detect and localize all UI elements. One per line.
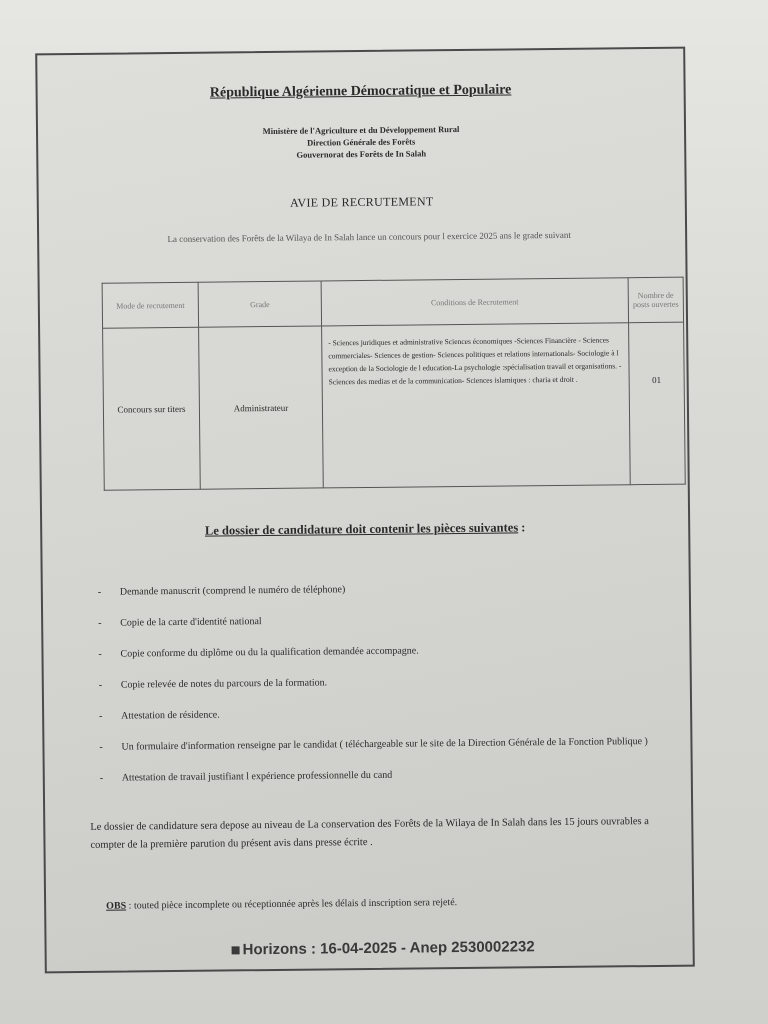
list-item-text: Copie de la carte d'identité national [120, 616, 262, 629]
page-title [39, 192, 685, 214]
dossier-heading-colon: : [518, 520, 526, 535]
dossier-heading [42, 519, 688, 541]
list-item: - Attestation de résidence. [99, 709, 220, 722]
list-item-text: Demande manuscrit (comprend le numéro de téléphone) [119, 584, 346, 598]
header-grade: Grade [198, 281, 321, 327]
list-item-text: Copie relevée de notes du parcours de la formation. [120, 677, 328, 691]
list-item-text: Un formulaire d'information renseigne par le candidat ( téléchargeable sur le site de la Direction Générale de la Fonction Publique ) [121, 736, 648, 753]
obs-note [106, 895, 666, 912]
list-item: - Un formulaire d'information renseigne par le candidat ( téléchargeable sur le site de la Direction Générale de la Fonction Publique ) [99, 736, 648, 753]
list-item-text: Attestation de travail justifiant l expérience professionnelle du cand [121, 769, 393, 784]
direction-line: Direction Générale des Forêts [307, 136, 416, 148]
dossier-heading-text: Le dossier de candidature doit contenir les pièces suivantes [204, 520, 519, 538]
list-item-text: Copie conforme du diplôme ou du la qualification demandée accompagne. [120, 645, 419, 660]
obs-label: OBS [106, 900, 127, 912]
recruitment-table [102, 277, 686, 491]
square-bullet-icon [232, 946, 240, 954]
ministry-line: Ministère de l'Agriculture et du Développement Rural [262, 123, 460, 137]
republic-heading: République Algérienne Démocratique et Populaire [209, 82, 512, 101]
cell-conditions: - Sciences juridiques et administrative Sciences économiques -Sciences Financière - Sciences commerciales- Sciences de gestion- Sciences politiques et relations internationals- Sociologie à l exception de la Sociologie de l education-La psychologie :spécialisation travail et organisations. - Sciences des medias et de la communication- Sciences islamiques : charia et droit . [322, 323, 631, 488]
table-row [103, 322, 686, 490]
conservation-line: Gouvernorat des Forêts de In Salah [296, 148, 427, 160]
publication-footer [232, 938, 535, 958]
list-item: - Demande manuscrit (comprend le numéro de téléphone) [97, 584, 346, 598]
table-header-row [102, 277, 683, 328]
list-item: - Copie conforme du diplôme ou du la qualification demandée accompagne. [98, 645, 419, 660]
page-title-text: AVIE DE RECRUTEMENT [289, 194, 434, 210]
list-item: - Copie relevée de notes du parcours de la formation. [98, 677, 328, 691]
ministry-block [38, 121, 684, 164]
list-item: - Copie de la carte d'identité national [98, 616, 262, 629]
header-mode: Mode de recrutement [102, 282, 199, 328]
deposit-paragraph: Le dossier de candidature sera depose au niveau de La conservation des Forêts de la Wilaya de In Salah dans les 15 jours ouvrables a compter de la première parution du présent avis dans presse écrite . [90, 816, 649, 851]
header-posts: Nombre de posts ouvertes [628, 277, 684, 323]
list-item: - Attestation de travail justifiant l expérience professionnelle du cand [99, 769, 393, 784]
list-item-text: Attestation de résidence. [121, 709, 220, 722]
cell-posts: 01 [628, 322, 685, 485]
document-page [35, 47, 695, 974]
intro-text: La conservation des Forêts de la Wilaya de In Salah lance un concours pour l exercice 2025 ans le grade suivant [167, 229, 571, 245]
header-conditions: Conditions de Recrutement [321, 278, 628, 326]
cell-grade: Administrateur [199, 326, 324, 489]
obs-text: : touted pièce incomplete ou réceptionnée après les délais d inscription sera rejeté. [126, 897, 458, 912]
required-documents-list [98, 579, 660, 802]
cell-mode: Concours sur titers [103, 327, 201, 490]
footer-text: Horizons : 16-04-2025 - Anep 2530002232 [242, 938, 535, 959]
